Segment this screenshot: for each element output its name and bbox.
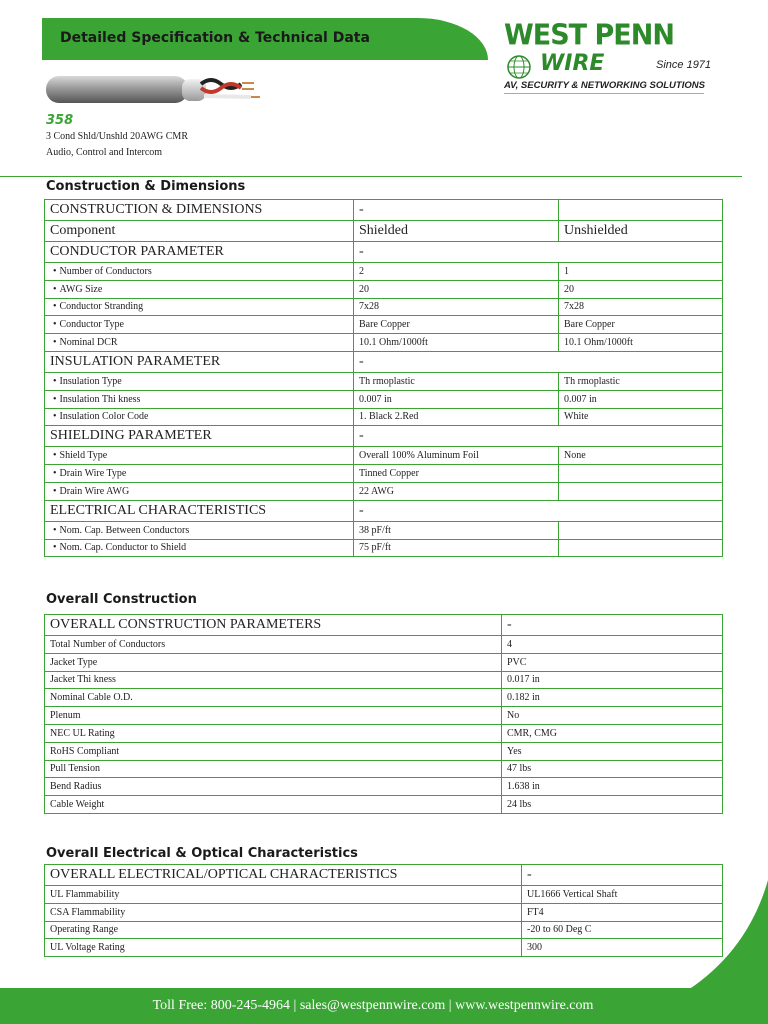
cell-text: -: [359, 502, 364, 518]
cell-text: 47 lbs: [507, 763, 532, 775]
cell-text: 38 pF/ft: [359, 524, 391, 536]
table-cell: [45, 408, 354, 426]
table-cell: [354, 426, 723, 447]
bullet-icon: •: [53, 450, 57, 462]
bullet-icon: •: [53, 524, 57, 536]
table-cell: [45, 886, 522, 904]
table-cell: [354, 465, 559, 483]
table-row: [45, 521, 723, 539]
table-cell: [354, 482, 559, 500]
cell-text: 2: [359, 265, 364, 277]
cable-image: [46, 70, 266, 106]
table-cell: [559, 298, 723, 316]
table-cell: [502, 636, 723, 654]
table-cell: [354, 539, 559, 557]
table-row: [45, 689, 723, 707]
cell-text: UL1666 Vertical Shaft: [527, 888, 618, 900]
table-cell: [559, 200, 723, 221]
cell-text: 0.007 in: [359, 393, 392, 405]
table-cell: [45, 426, 354, 447]
cell-text: -: [359, 202, 364, 217]
table-cell: [45, 242, 354, 263]
cell-text: 7x28: [564, 301, 584, 313]
table-row: [45, 539, 723, 557]
cell-text: AWG Size: [59, 283, 103, 295]
cell-text: Jacket Type: [50, 656, 98, 668]
table-cell: [559, 447, 723, 465]
table-cell: [502, 653, 723, 671]
table-cell: [354, 390, 559, 408]
table-cell: [354, 408, 559, 426]
cell-text: Jacket Thi kness: [50, 674, 116, 686]
table-cell: [45, 615, 502, 636]
table-row: [45, 921, 723, 939]
table-cell: [559, 221, 723, 242]
table-cell: [354, 447, 559, 465]
table-cell: [502, 778, 723, 796]
cell-text: Plenum: [50, 710, 81, 722]
table-row: [45, 796, 723, 814]
cell-text: 7x28: [359, 301, 379, 313]
table-row: [45, 500, 723, 521]
table-row: [45, 886, 723, 904]
table-row: [45, 221, 723, 242]
table-row: [45, 426, 723, 447]
table-row: [45, 742, 723, 760]
table-cell: [502, 689, 723, 707]
table-cell: [45, 903, 522, 921]
cell-text: Shielded: [359, 223, 408, 238]
table-row: [45, 390, 723, 408]
cell-text: 4: [507, 638, 512, 650]
cell-text: 0.007 in: [564, 393, 597, 405]
table-row: [45, 671, 723, 689]
electrical-table: [44, 864, 723, 957]
table-cell: [559, 263, 723, 281]
cell-text: CONDUCTOR PARAMETER: [50, 244, 224, 259]
cell-text: -: [359, 428, 364, 444]
table-row: [45, 263, 723, 281]
table-cell: [559, 408, 723, 426]
cell-text: NEC UL Rating: [50, 727, 115, 739]
cell-text: RoHS Compliant: [50, 745, 120, 757]
section-title-overall-construction: Overall Construction: [46, 592, 197, 607]
cell-text: -20 to 60 Deg C: [527, 924, 592, 936]
table-cell: [559, 390, 723, 408]
bullet-icon: •: [53, 265, 57, 277]
table-cell: [45, 263, 354, 281]
table-row: [45, 865, 723, 886]
cell-text: Nominal DCR: [59, 337, 118, 349]
cell-text: Cable Weight: [50, 799, 105, 811]
product-description: 3 Cond Shld/Unshld 20AWG CMR: [46, 131, 188, 142]
table-cell: [354, 200, 559, 221]
table-cell: [502, 724, 723, 742]
cell-text: Th rmoplastic: [564, 375, 620, 387]
table-cell: [45, 742, 502, 760]
table-cell: [354, 334, 559, 352]
cell-text: Insulation Thi kness: [59, 393, 141, 405]
cell-text: Yes: [507, 745, 522, 757]
logo-wire-text: WIRE: [540, 51, 605, 76]
bullet-icon: •: [53, 393, 57, 405]
bullet-icon: •: [53, 319, 57, 331]
table-cell: [45, 316, 354, 334]
table-cell: [45, 865, 522, 886]
bullet-icon: •: [53, 468, 57, 480]
table-cell: [354, 242, 723, 263]
cell-text: OVERALL ELECTRICAL/OPTICAL CHARACTERISTICS: [50, 867, 398, 882]
construction-table: [44, 199, 723, 557]
table-cell: [354, 500, 723, 521]
cell-text: 0.182 in: [507, 692, 540, 704]
cell-text: Nominal Cable O.D.: [50, 692, 133, 704]
bullet-icon: •: [53, 485, 57, 497]
globe-icon: [506, 54, 532, 80]
cell-text: White: [564, 411, 589, 423]
table-cell: [559, 482, 723, 500]
product-id: 358: [46, 113, 74, 128]
table-cell: [502, 760, 723, 778]
cell-text: Shield Type: [59, 450, 108, 462]
bullet-icon: •: [53, 301, 57, 313]
cell-text: 1: [564, 265, 569, 277]
table-cell: [45, 390, 354, 408]
table-cell: [45, 482, 354, 500]
cell-text: SHIELDING PARAMETER: [50, 428, 212, 444]
cell-text: 0.017 in: [507, 674, 540, 686]
table-cell: [354, 280, 559, 298]
cell-text: CMR, CMG: [507, 727, 558, 739]
table-cell: [502, 615, 723, 636]
cell-text: Nom. Cap. Conductor to Shield: [59, 542, 187, 554]
cell-text: -: [507, 617, 512, 632]
cell-text: Total Number of Conductors: [50, 638, 166, 650]
table-row: [45, 653, 723, 671]
table-row: [45, 408, 723, 426]
table-cell: [45, 921, 522, 939]
table-row: [45, 778, 723, 796]
cell-text: Drain Wire AWG: [59, 485, 130, 497]
logo-brand-name: WEST PENN: [504, 19, 674, 52]
header-banner: [42, 18, 488, 60]
cell-text: Insulation Color Code: [59, 411, 149, 423]
section-title-construction: Construction & Dimensions: [46, 179, 246, 194]
table-row: [45, 200, 723, 221]
table-cell: [354, 372, 559, 390]
cell-text: Component: [50, 223, 116, 238]
bullet-icon: •: [53, 283, 57, 295]
table-row: [45, 372, 723, 390]
logo-divider: [504, 93, 704, 94]
cell-text: -: [527, 867, 532, 882]
bullet-icon: •: [53, 542, 57, 554]
table-cell: [559, 316, 723, 334]
cell-text: -: [359, 353, 364, 369]
table-cell: [559, 334, 723, 352]
table-cell: [502, 707, 723, 725]
cell-text: Pull Tension: [50, 763, 100, 775]
cell-text: Bare Copper: [564, 319, 615, 331]
cell-text: 300: [527, 942, 542, 954]
cell-text: -: [359, 244, 364, 259]
cell-text: Bare Copper: [359, 319, 410, 331]
table-cell: [559, 539, 723, 557]
table-cell: [559, 280, 723, 298]
table-row: [45, 903, 723, 921]
table-row: [45, 482, 723, 500]
footer-bar: [0, 988, 768, 1024]
table-cell: [45, 653, 502, 671]
table-row: [45, 242, 723, 263]
section-title-electrical: Overall Electrical & Optical Characteristics: [46, 846, 358, 861]
table-row: [45, 615, 723, 636]
table-cell: [502, 742, 723, 760]
cell-text: Bend Radius: [50, 781, 102, 793]
bullet-icon: •: [53, 411, 57, 423]
table-cell: [354, 521, 559, 539]
table-row: [45, 939, 723, 957]
cell-text: 24 lbs: [507, 799, 532, 811]
section-divider: [0, 176, 742, 177]
cell-text: Conductor Stranding: [59, 301, 144, 313]
table-cell: [502, 671, 723, 689]
table-cell: [45, 280, 354, 298]
cell-text: Operating Range: [50, 924, 119, 936]
logo-since: Since 1971: [656, 59, 712, 71]
table-cell: [354, 316, 559, 334]
table-row: [45, 636, 723, 654]
table-row: [45, 298, 723, 316]
company-logo: [500, 20, 725, 96]
table-cell: [354, 221, 559, 242]
cell-text: PVC: [507, 656, 527, 668]
overall-construction-table: [44, 614, 723, 814]
table-cell: [45, 778, 502, 796]
table-row: [45, 447, 723, 465]
bullet-icon: •: [53, 375, 57, 387]
footer-contact: Toll Free: 800-245-4964 | sales@westpennwire.com | www.westpennwire.com: [152, 998, 594, 1013]
cell-text: 10.1 Ohm/1000ft: [359, 337, 428, 349]
cell-text: UL Voltage Rating: [50, 942, 125, 954]
table-row: [45, 760, 723, 778]
table-cell: [45, 939, 522, 957]
table-cell: [354, 298, 559, 316]
table-cell: [45, 447, 354, 465]
table-cell: [502, 796, 723, 814]
table-cell: [45, 221, 354, 242]
table-cell: [45, 760, 502, 778]
cell-text: 20: [359, 283, 369, 295]
cell-text: CONSTRUCTION & DIMENSIONS: [50, 202, 263, 217]
logo-tagline: AV, SECURITY & NETWORKING SOLUTIONS: [504, 80, 705, 91]
cell-text: Nom. Cap. Between Conductors: [59, 524, 190, 536]
cell-text: Tinned Copper: [359, 468, 419, 480]
table-cell: [45, 636, 502, 654]
cell-text: 10.1 Ohm/1000ft: [564, 337, 633, 349]
bullet-icon: •: [53, 337, 57, 349]
table-cell: [45, 707, 502, 725]
cell-text: Insulation Type: [59, 375, 122, 387]
cell-text: CSA Flammability: [50, 906, 126, 918]
table-cell: [45, 351, 354, 372]
cell-text: Conductor Type: [59, 319, 124, 331]
product-application: Audio, Control and Intercom: [46, 147, 163, 158]
table-cell: [45, 539, 354, 557]
cell-text: 1. Black 2.Red: [359, 411, 419, 423]
cell-text: 20: [564, 283, 574, 295]
cell-text: OVERALL CONSTRUCTION PARAMETERS: [50, 617, 322, 632]
cell-text: Number of Conductors: [59, 265, 152, 277]
table-cell: [559, 465, 723, 483]
table-cell: [45, 200, 354, 221]
cell-text: Drain Wire Type: [59, 468, 127, 480]
table-row: [45, 316, 723, 334]
table-cell: [45, 372, 354, 390]
cell-text: ELECTRICAL CHARACTERISTICS: [50, 502, 267, 518]
cell-text: Unshielded: [564, 223, 628, 238]
cell-text: INSULATION PARAMETER: [50, 353, 221, 369]
table-cell: [559, 521, 723, 539]
table-row: [45, 280, 723, 298]
cell-text: 22 AWG: [359, 485, 395, 497]
cell-text: 1.638 in: [507, 781, 540, 793]
cell-text: No: [507, 710, 520, 722]
table-cell: [559, 372, 723, 390]
table-row: [45, 707, 723, 725]
banner-title: Detailed Specification & Technical Data: [60, 30, 370, 46]
table-cell: [45, 796, 502, 814]
table-cell: [45, 521, 354, 539]
cell-text: None: [564, 450, 586, 462]
cell-text: 75 pF/ft: [359, 542, 391, 554]
table-cell: [45, 334, 354, 352]
table-cell: [354, 263, 559, 281]
table-cell: [45, 724, 502, 742]
table-row: [45, 465, 723, 483]
cell-text: Overall 100% Aluminum Foil: [359, 450, 479, 462]
cell-text: UL Flammability: [50, 888, 120, 900]
table-cell: [45, 465, 354, 483]
cell-text: FT4: [527, 906, 544, 918]
table-cell: [45, 671, 502, 689]
corner-decoration: [688, 880, 768, 990]
table-cell: [45, 500, 354, 521]
table-row: [45, 351, 723, 372]
cell-text: Th rmoplastic: [359, 375, 415, 387]
table-row: [45, 334, 723, 352]
table-cell: [354, 351, 723, 372]
table-cell: [45, 298, 354, 316]
table-cell: [45, 689, 502, 707]
table-row: [45, 724, 723, 742]
